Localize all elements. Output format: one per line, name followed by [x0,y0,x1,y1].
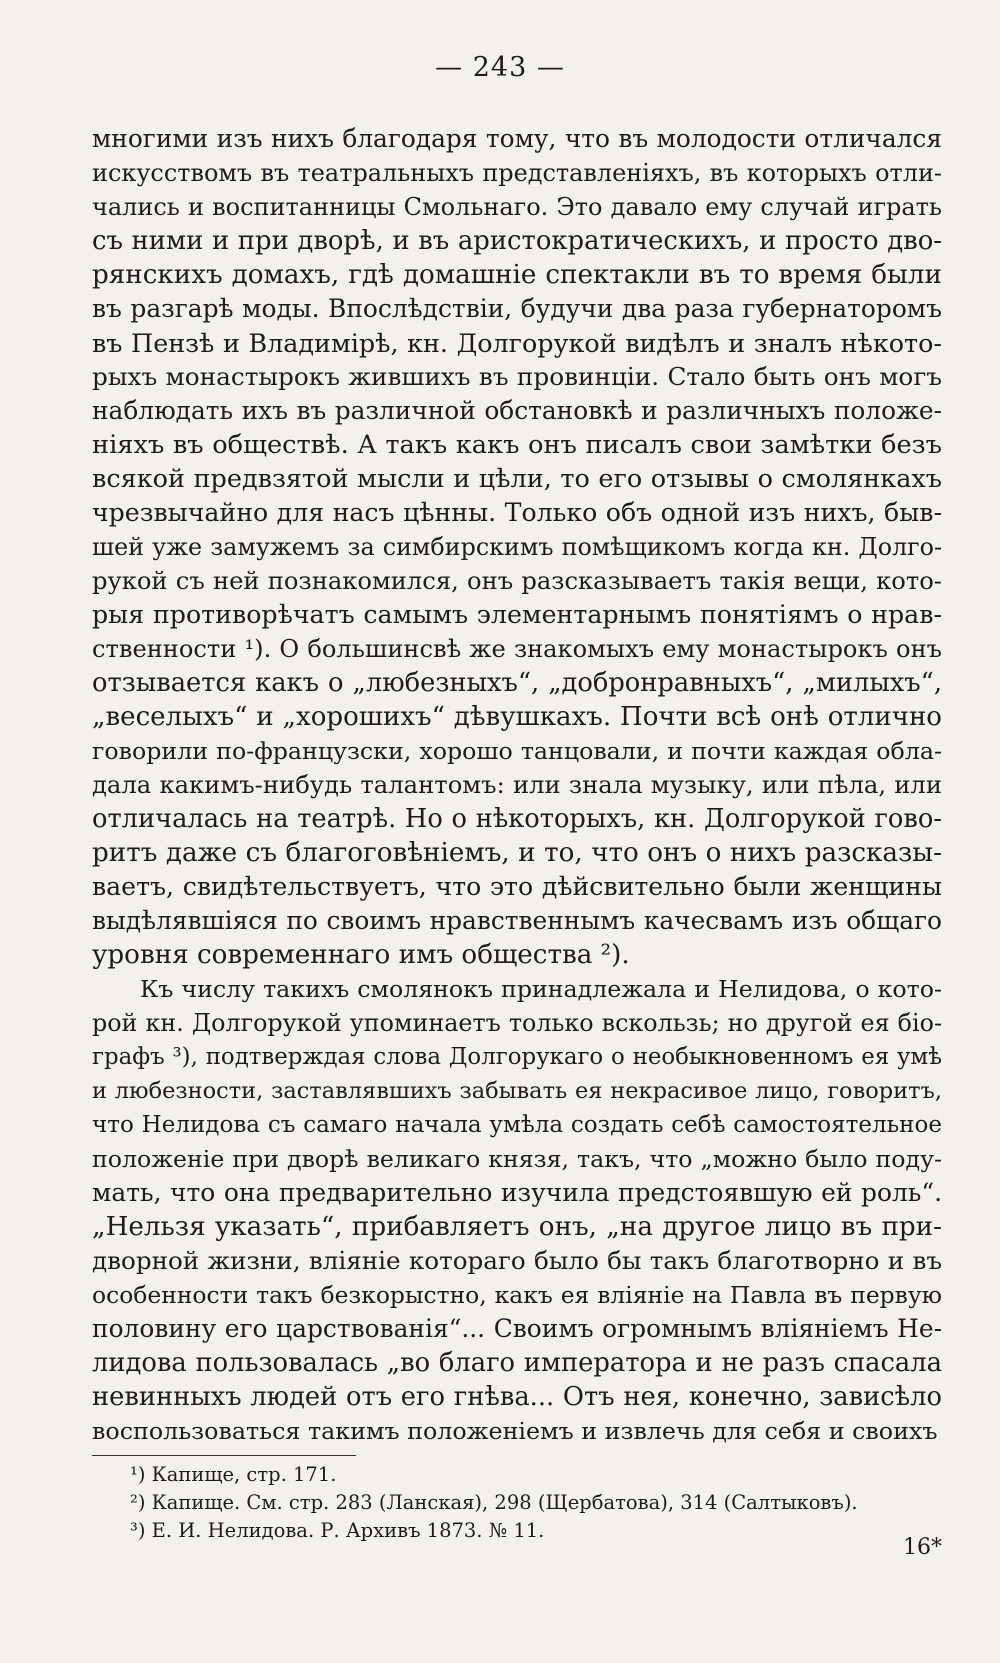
text-line: невинныхъ людей отъ его гнѣва... Отъ нея, конечно, зависѣло [92,1382,942,1412]
text-line: рой кн. Долгорукой упоминаетъ только вскользь; но другой ея бiо- [92,1009,942,1037]
text-line: уровня современнаго имъ общества ²). [92,940,630,970]
text-line: въ разгарѣ моды. Впослѣдствiи, будучи два раза губернаторомъ [92,294,942,323]
footnote: ¹) Капище, стр. 171. [130,1463,337,1486]
text-line: мать, что она предварительно изучила предстоявшую ей роль“. [92,1178,942,1207]
text-line: ваетъ, свидѣтельствуетъ, что это дѣйсвительно были женщины [92,872,942,901]
text-line: воспользоваться такимъ положенiемъ и извлечь для себя и своихъ [92,1417,938,1445]
text-line: Къ числу такихъ смолянокъ принадлежала и Нелидова, о кото- [140,975,942,1003]
text-line: положенiе при дворѣ великаго князя, такъ, что „можно было поду- [92,1145,942,1173]
text-line: „Нельзя указать“, прибавляетъ онъ, „на другое лицо въ при- [92,1212,942,1242]
text-line: шей уже замужемъ за симбирскимъ помѣщикомъ когда кн. Долго- [92,533,942,561]
text-line: чались и воспитанницы Смольнаго. Это давало ему случай играть [92,193,942,221]
text-line: что Нелидова съ самаго начала умѣла создать себѣ самостоятельное [92,1112,942,1138]
text-line: дворной жизни, влiянiе котораго было бы такъ благотворно и въ [92,1246,942,1275]
text-line: лидова пользовалась „во благо императора и не разъ спасала [92,1348,942,1378]
page-number: — 243 — [435,52,565,83]
text-line: особенности такъ безкорыстно, какъ ея влiянiе на Павла въ первую [92,1281,942,1309]
text-line: дала какимъ-нибудь талантомъ: или знала музыку, или пѣла, или [92,770,942,799]
text-line: наблюдать ихъ въ различной обстановкѣ и различныхъ положе- [92,396,942,425]
text-line: многими изъ нихъ благодаря тому, что въ молодости отличался [92,124,942,153]
text-line: нiяхъ въ обществѣ. А такъ какъ онъ писалъ свои замѣтки безъ [92,430,942,460]
text-line: половину его царствованiя“... Своимъ огромнымъ влiянiемъ Не- [92,1314,942,1343]
text-line: рыя противорѣчатъ самымъ элементарнымъ понятiямъ о нрав- [92,600,942,629]
text-line: рянскихъ домахъ, гдѣ домашнiе спектакли въ то время были [92,260,942,290]
text-line: рыхъ монастырокъ жившихъ въ провинцiи. Стало быть онъ могъ [92,362,942,391]
footnote: ²) Капище. См. стр. 283 (Ланская), 298 (Щербатова), 314 (Салтыковъ). [130,1491,858,1514]
text-line: ритъ даже съ благоговѣнiемъ, и то, что онъ о нихъ разсказы- [92,838,942,868]
text-line: ственности ¹). О большинсвѣ же знакомыхъ ему монастырокъ онъ [92,635,942,663]
text-line: рукой съ ней познакомился, онъ разсказываетъ такiя вещи, кото- [92,567,942,595]
text-line: чрезвычайно для насъ цѣнны. Только объ одной изъ нихъ, быв- [92,498,942,527]
body-text [92,122,942,1448]
text-line: „веселыхъ“ и „хорошихъ“ дѣвушкахъ. Почти всѣ онѣ отлично [92,702,942,732]
text-line: отзывается какъ о „любезныхъ“, „добронравныхъ“, „милыхъ“, [92,668,942,698]
text-line: говорили по-французски, хорошо танцовали, и почти каждая обла- [92,737,942,765]
footnote: ³) Е. И. Нелидова. Р. Архивъ 1873. № 11. [130,1519,545,1542]
text-line: выдѣлявшiяся по своимъ нравственнымъ качесвамъ изъ общаго [92,906,942,935]
text-line: и любезности, заставлявшихъ забывать ея некрасивое лицо, говоритъ, [92,1078,942,1104]
footnotes [130,1461,940,1545]
text-line: всякой предвзятой мысли и цѣли, то его отзывы о смолянкахъ [92,464,942,494]
printer-signature: 16* [903,1535,942,1560]
text-line: искусствомъ въ театральныхъ представленiяхъ, въ которыхъ отли- [92,159,942,187]
text-line: съ ними и при дворѣ, и въ аристократическихъ, и просто дво- [92,226,942,256]
text-line: въ Пензѣ и Владимiрѣ, кн. Долгорукой видѣлъ и зналъ нѣкото- [92,328,942,358]
text-line: графъ ³), подтверждая слова Долгорукаго о необыкновенномъ ея умѣ [92,1044,942,1070]
text-line: отличалась на театрѣ. Но о нѣкоторыхъ, кн. Долгорукой гово- [92,804,942,834]
footnote-divider [92,1455,356,1456]
